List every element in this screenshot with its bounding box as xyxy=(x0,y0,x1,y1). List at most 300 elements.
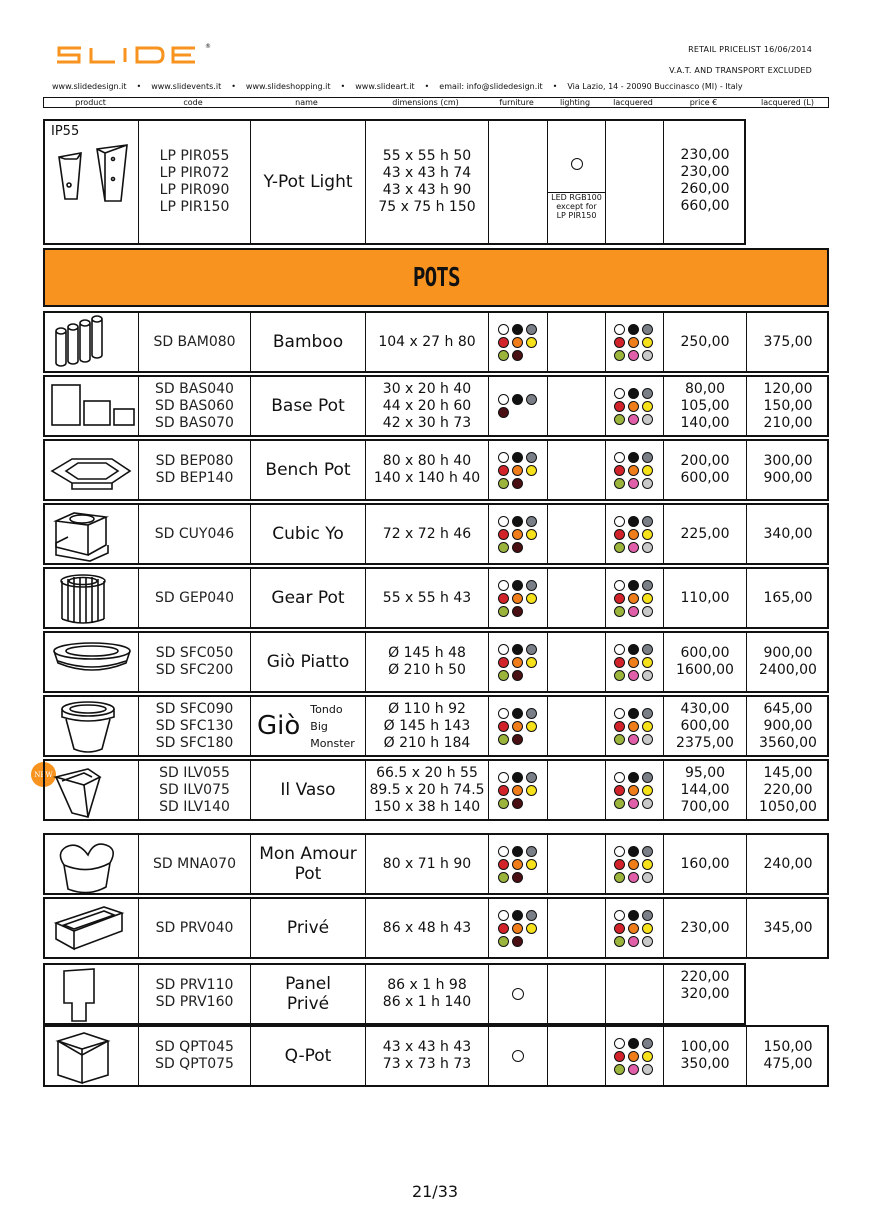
color-dot-silver xyxy=(642,350,653,361)
code-cell: SD ILV055 SD ILV075 SD ILV140 xyxy=(138,761,250,819)
color-dot-pink xyxy=(628,606,639,617)
color-dot-orange xyxy=(512,465,523,476)
furniture-color-swatches xyxy=(498,644,539,681)
page-number: 21/33 xyxy=(411,1182,459,1201)
color-dot-lime xyxy=(614,670,625,681)
price-cell: 110,00 xyxy=(663,569,746,627)
lacquered-color-swatches xyxy=(614,388,655,425)
color-dot-orange xyxy=(628,657,639,668)
product-row xyxy=(43,503,829,565)
lacquered-cell xyxy=(605,899,663,957)
color-dot-grey xyxy=(642,324,653,335)
lacquered-cell xyxy=(605,697,663,755)
color-dot-black xyxy=(628,452,639,463)
slide-logo xyxy=(55,40,215,70)
color-dot-white xyxy=(498,394,509,405)
color-dot-red xyxy=(614,465,625,476)
dims-cell: 86 x 48 h 43 xyxy=(365,899,488,957)
color-dot-red xyxy=(614,593,625,604)
color-dot-pink xyxy=(628,872,639,883)
gio-pot-icon xyxy=(48,695,136,757)
color-dot-lime xyxy=(498,734,509,745)
lacquered-cell xyxy=(605,835,663,893)
color-dot-black xyxy=(628,516,639,527)
price-cell: 200,00 600,00 xyxy=(663,441,746,499)
color-dot-white xyxy=(498,708,509,719)
lighting-note: LED RGB100 except for LP PIR150 xyxy=(548,192,605,220)
color-dot-yellow xyxy=(526,785,537,796)
color-dot-lime xyxy=(498,606,509,617)
lighting-cell xyxy=(547,697,605,755)
color-dot-pink xyxy=(628,798,639,809)
color-dot-white xyxy=(614,324,625,335)
color-dot-white xyxy=(614,644,625,655)
color-dot-lime xyxy=(498,872,509,883)
product-row xyxy=(43,695,829,757)
bench-pot-icon xyxy=(48,439,136,501)
color-dot-black xyxy=(512,772,523,783)
color-dot-white xyxy=(498,846,509,857)
code-cell: SD PRV110 SD PRV160 xyxy=(138,965,250,1023)
color-dot-red xyxy=(614,721,625,732)
color-dot-yellow xyxy=(526,859,537,870)
color-dot-silver xyxy=(642,670,653,681)
color-dot-brown xyxy=(512,478,523,489)
color-dot-yellow xyxy=(642,465,653,476)
lacquered-color-swatches xyxy=(614,452,655,489)
color-dot-yellow xyxy=(642,337,653,348)
product-sizes: Tondo Big Monster xyxy=(310,702,355,750)
color-dot-brown xyxy=(498,407,509,418)
product-image-cell xyxy=(45,377,138,435)
color-dot-red xyxy=(614,337,625,348)
color-dot-black xyxy=(512,580,523,591)
base-pot-icon xyxy=(48,375,136,437)
product-image-cell xyxy=(45,835,138,893)
color-dot-white xyxy=(614,1038,625,1049)
color-dot-lime xyxy=(614,872,625,883)
product-row xyxy=(43,1025,829,1087)
color-dot-brown xyxy=(512,798,523,809)
color-dot-grey xyxy=(642,1038,653,1049)
color-dot-grey xyxy=(526,708,537,719)
furniture-cell xyxy=(488,505,547,563)
color-dot-black xyxy=(628,772,639,783)
price-lacquered-cell: 375,00 xyxy=(746,313,829,371)
color-dot-white xyxy=(614,452,625,463)
color-dot-brown xyxy=(512,606,523,617)
lighting-cell xyxy=(547,377,605,435)
furniture-cell xyxy=(488,697,547,755)
color-dot-black xyxy=(512,910,523,921)
color-dot-yellow xyxy=(526,337,537,348)
color-dot-yellow xyxy=(642,923,653,934)
dims-cell: 55 x 55 h 43 xyxy=(365,569,488,627)
color-dot-white xyxy=(614,846,625,857)
product-image-cell xyxy=(45,697,138,755)
contact-links xyxy=(52,82,822,91)
color-dot-brown xyxy=(512,542,523,553)
color-dot-lime xyxy=(614,798,625,809)
price-lacquered-cell: 340,00 xyxy=(746,505,829,563)
column-header: lacquered (L) xyxy=(761,98,814,107)
contact-link[interactable]: www.slideshopping.it xyxy=(245,82,331,91)
svg-text:®: ® xyxy=(205,43,211,50)
color-dot-black xyxy=(512,324,523,335)
price-cell: 430,00 600,00 2375,00 xyxy=(663,697,746,755)
contact-link[interactable]: www.slidevents.it xyxy=(151,82,222,91)
color-dot-white xyxy=(614,708,625,719)
color-dot-lime xyxy=(614,1064,625,1075)
color-dot-lime xyxy=(614,936,625,947)
color-dot-brown xyxy=(512,734,523,745)
color-dot-orange xyxy=(628,785,639,796)
color-dot-white xyxy=(498,772,509,783)
color-dot-pink xyxy=(628,1064,639,1075)
color-dot-silver xyxy=(642,936,653,947)
pricelist-date: RETAIL PRICELIST 16/06/2014 xyxy=(688,45,812,54)
product-row xyxy=(43,311,829,373)
lacquered-color-swatches xyxy=(614,324,655,361)
color-dot-yellow xyxy=(526,923,537,934)
prive-pot-icon xyxy=(48,897,136,959)
color-dot-red xyxy=(498,785,509,796)
price-cell: 250,00 xyxy=(663,313,746,371)
color-dot-grey xyxy=(642,644,653,655)
color-dot-lime xyxy=(498,542,509,553)
color-dot-red xyxy=(498,923,509,934)
link-separator: • xyxy=(231,82,236,91)
furniture-cell xyxy=(488,899,547,957)
color-dot-silver xyxy=(642,542,653,553)
code-cell: SD BEP080 SD BEP140 xyxy=(138,441,250,499)
price-lacquered-cell: 165,00 xyxy=(746,569,829,627)
color-dot-orange xyxy=(628,859,639,870)
code-cell: SD BAS040 SD BAS060 SD BAS070 xyxy=(138,377,250,435)
link-separator: • xyxy=(552,82,558,91)
color-dot-orange xyxy=(512,337,523,348)
furniture-color-swatches xyxy=(498,516,539,553)
lighting-cell xyxy=(547,313,605,371)
color-dot-brown xyxy=(512,350,523,361)
product-row xyxy=(43,897,829,959)
lighting-cell xyxy=(547,121,605,243)
color-dot-pink xyxy=(628,734,639,745)
price-lacquered-cell: 150,00 475,00 xyxy=(746,1027,829,1085)
lighting-ring-icon xyxy=(571,158,583,170)
dims-cell: 43 x 43 h 43 73 x 73 h 73 xyxy=(365,1027,488,1085)
furniture-color-swatches xyxy=(498,708,539,745)
color-dot-lime xyxy=(498,478,509,489)
product-row xyxy=(43,567,829,629)
code-cell: SD BAM080 xyxy=(138,313,250,371)
color-dot-white xyxy=(614,772,625,783)
color-dot-yellow xyxy=(642,721,653,732)
product-image-cell xyxy=(45,1027,138,1085)
color-dot-grey xyxy=(642,708,653,719)
column-header: dimensions (cm) xyxy=(392,98,459,107)
color-dot-grey xyxy=(526,846,537,857)
lacquered-cell xyxy=(605,965,663,1023)
lacquered-cell xyxy=(605,313,663,371)
color-dot-lime xyxy=(614,350,625,361)
color-dot-lime xyxy=(498,670,509,681)
product-row xyxy=(43,631,829,693)
color-dot-pink xyxy=(628,936,639,947)
product-row xyxy=(43,963,746,1025)
name-cell: Y-Pot Light xyxy=(250,121,365,243)
lighting-cell xyxy=(547,835,605,893)
product-row xyxy=(43,833,829,895)
column-header: product xyxy=(75,98,106,107)
color-dot-orange xyxy=(628,593,639,604)
color-dot-black xyxy=(628,388,639,399)
price-cell: 230,00 230,00 260,00 660,00 xyxy=(663,121,746,243)
furniture-color-swatches xyxy=(498,772,539,809)
color-dot-black xyxy=(628,910,639,921)
contact-link[interactable]: email: info@slidedesign.it xyxy=(439,82,543,91)
furniture-ring-icon xyxy=(512,1050,524,1062)
color-dot-lime xyxy=(498,936,509,947)
code-cell: SD PRV040 xyxy=(138,899,250,957)
color-dot-red xyxy=(614,923,625,934)
product-image-cell xyxy=(45,899,138,957)
lighting-cell xyxy=(547,761,605,819)
color-dot-grey xyxy=(526,516,537,527)
name-cell: Bamboo xyxy=(250,313,365,371)
color-dot-pink xyxy=(628,670,639,681)
color-dot-black xyxy=(628,324,639,335)
color-dot-red xyxy=(614,529,625,540)
dims-cell: 30 x 20 h 40 44 x 20 h 60 42 x 30 h 73 xyxy=(365,377,488,435)
contact-link[interactable]: www.slidedesign.it xyxy=(52,82,127,91)
column-header: lacquered xyxy=(613,98,653,107)
piatto-pot-icon xyxy=(48,631,136,693)
contact-link[interactable]: Via Lazio, 14 - 20090 Buccinasco (MI) - Italy xyxy=(567,82,743,91)
color-dot-red xyxy=(614,785,625,796)
furniture-cell xyxy=(488,441,547,499)
color-dot-grey xyxy=(642,910,653,921)
code-cell: SD MNA070 xyxy=(138,835,250,893)
color-dot-yellow xyxy=(526,593,537,604)
color-dot-black xyxy=(512,394,523,405)
lacquered-cell xyxy=(605,505,663,563)
dims-cell: 80 x 80 h 40 140 x 140 h 40 xyxy=(365,441,488,499)
furniture-cell xyxy=(488,761,547,819)
color-dot-orange xyxy=(628,721,639,732)
color-dot-lime xyxy=(614,414,625,425)
color-dot-orange xyxy=(512,721,523,732)
dims-cell: Ø 145 h 48 Ø 210 h 50 xyxy=(365,633,488,691)
product-name: Giò xyxy=(257,711,301,741)
y-pot-light-icon xyxy=(51,139,131,209)
furniture-cell xyxy=(488,633,547,691)
color-dot-red xyxy=(614,401,625,412)
column-header: code xyxy=(183,98,203,107)
product-image-cell xyxy=(45,965,138,1023)
product-image-cell xyxy=(45,761,138,819)
color-dot-black xyxy=(628,708,639,719)
product-image-cell xyxy=(45,441,138,499)
color-dot-grey xyxy=(526,910,537,921)
price-cell: 230,00 xyxy=(663,899,746,957)
furniture-cell xyxy=(488,121,547,243)
color-dot-brown xyxy=(512,936,523,947)
color-dot-white xyxy=(614,580,625,591)
furniture-color-swatches xyxy=(498,846,539,883)
link-separator: • xyxy=(136,82,142,91)
section-banner xyxy=(43,248,829,307)
color-dot-silver xyxy=(642,414,653,425)
lacquered-color-swatches xyxy=(614,1038,655,1075)
furniture-color-swatches xyxy=(498,452,539,489)
lacquered-color-swatches xyxy=(614,772,655,809)
product-image-cell xyxy=(45,313,138,371)
furniture-color-swatches xyxy=(498,394,539,418)
dims-cell: 80 x 71 h 90 xyxy=(365,835,488,893)
price-cell: 95,00 144,00 700,00 xyxy=(663,761,746,819)
color-dot-grey xyxy=(642,772,653,783)
color-dot-black xyxy=(628,1038,639,1049)
color-dot-red xyxy=(498,337,509,348)
color-dot-grey xyxy=(642,580,653,591)
dims-cell: 55 x 55 h 50 43 x 43 h 74 43 x 43 h 90 75 x 75 h 150 xyxy=(365,121,488,243)
color-dot-silver xyxy=(642,1064,653,1075)
contact-link[interactable]: www.slideart.it xyxy=(355,82,415,91)
lacquered-cell xyxy=(605,633,663,691)
price-lacquered-cell: 645,00 900,00 3560,00 xyxy=(746,697,829,755)
color-dot-red xyxy=(498,529,509,540)
price-lacquered-cell: 240,00 xyxy=(746,835,829,893)
dims-cell: 86 x 1 h 98 86 x 1 h 140 xyxy=(365,965,488,1023)
color-dot-black xyxy=(512,452,523,463)
name-cell: Gear Pot xyxy=(250,569,365,627)
product-row xyxy=(43,759,829,821)
furniture-cell xyxy=(488,313,547,371)
color-dot-silver xyxy=(642,872,653,883)
name-cell: Il Vaso xyxy=(250,761,365,819)
furniture-cell xyxy=(488,1027,547,1085)
name-cell: Q-Pot xyxy=(250,1027,365,1085)
new-badge: NEW xyxy=(31,762,56,787)
furniture-ring-icon xyxy=(512,988,524,1000)
color-dot-silver xyxy=(642,734,653,745)
vat-note: V.A.T. AND TRANSPORT EXCLUDED xyxy=(669,66,812,75)
dims-cell: 66.5 x 20 h 55 89.5 x 20 h 74.5 150 x 38 h 140 xyxy=(365,761,488,819)
link-separator: • xyxy=(340,82,346,91)
lacquered-cell xyxy=(605,377,663,435)
lacquered-cell xyxy=(605,761,663,819)
color-dot-red xyxy=(614,657,625,668)
product-row xyxy=(43,439,829,501)
color-dot-orange xyxy=(628,529,639,540)
lacquered-cell xyxy=(605,121,663,243)
color-dot-pink xyxy=(628,542,639,553)
color-dot-pink xyxy=(628,478,639,489)
cubic-pot-icon xyxy=(48,503,136,565)
color-dot-orange xyxy=(628,401,639,412)
color-dot-black xyxy=(512,644,523,655)
color-dot-orange xyxy=(512,859,523,870)
furniture-color-swatches xyxy=(498,580,539,617)
heart-pot-icon xyxy=(48,833,136,895)
color-dot-grey xyxy=(642,452,653,463)
code-cell: SD SFC090 SD SFC130 SD SFC180 xyxy=(138,697,250,755)
color-dot-orange xyxy=(512,785,523,796)
column-header: furniture xyxy=(499,98,534,107)
lighting-cell xyxy=(547,899,605,957)
color-dot-red xyxy=(498,465,509,476)
name-cell: Giò Piatto xyxy=(250,633,365,691)
product-row xyxy=(43,375,829,437)
color-dot-orange xyxy=(512,657,523,668)
color-dot-yellow xyxy=(526,529,537,540)
color-dot-orange xyxy=(512,529,523,540)
panel-pot-icon xyxy=(48,963,136,1025)
color-dot-black xyxy=(628,846,639,857)
color-dot-orange xyxy=(628,1051,639,1062)
name-cell: Privé xyxy=(250,899,365,957)
product-row-y-pot-light xyxy=(43,119,746,245)
price-lacquered-cell: 345,00 xyxy=(746,899,829,957)
price-cell: 160,00 xyxy=(663,835,746,893)
color-dot-white xyxy=(614,516,625,527)
color-dot-grey xyxy=(642,388,653,399)
lighting-cell xyxy=(547,441,605,499)
color-dot-yellow xyxy=(642,401,653,412)
name-cell xyxy=(250,697,365,755)
color-dot-grey xyxy=(526,644,537,655)
color-dot-lime xyxy=(614,542,625,553)
color-dot-yellow xyxy=(642,593,653,604)
color-dot-silver xyxy=(642,606,653,617)
color-dot-white xyxy=(614,388,625,399)
furniture-cell xyxy=(488,965,547,1023)
name-cell: Bench Pot xyxy=(250,441,365,499)
column-header: name xyxy=(295,98,318,107)
price-cell: 220,00 320,00 xyxy=(663,965,746,1023)
color-dot-yellow xyxy=(642,1051,653,1062)
lighting-cell xyxy=(547,633,605,691)
color-dot-red xyxy=(614,859,625,870)
color-dot-white xyxy=(498,644,509,655)
furniture-color-swatches xyxy=(498,910,539,947)
color-dot-grey xyxy=(642,516,653,527)
color-dot-black xyxy=(512,708,523,719)
dims-cell: 104 x 27 h 80 xyxy=(365,313,488,371)
lighting-cell xyxy=(547,965,605,1023)
color-dot-white xyxy=(498,910,509,921)
color-dot-lime xyxy=(498,350,509,361)
price-cell: 100,00 350,00 xyxy=(663,1027,746,1085)
color-dot-white xyxy=(498,516,509,527)
color-dot-silver xyxy=(642,478,653,489)
color-dot-orange xyxy=(628,923,639,934)
lacquered-cell xyxy=(605,1027,663,1085)
color-dot-brown xyxy=(512,670,523,681)
lacquered-color-swatches xyxy=(614,580,655,617)
lacquered-color-swatches xyxy=(614,846,655,883)
color-dot-grey xyxy=(526,324,537,335)
color-dot-red xyxy=(498,657,509,668)
color-dot-red xyxy=(498,721,509,732)
furniture-color-swatches xyxy=(498,324,539,361)
lacquered-color-swatches xyxy=(614,708,655,745)
color-dot-brown xyxy=(512,872,523,883)
color-dot-red xyxy=(498,859,509,870)
color-dot-grey xyxy=(642,846,653,857)
color-dot-pink xyxy=(628,350,639,361)
